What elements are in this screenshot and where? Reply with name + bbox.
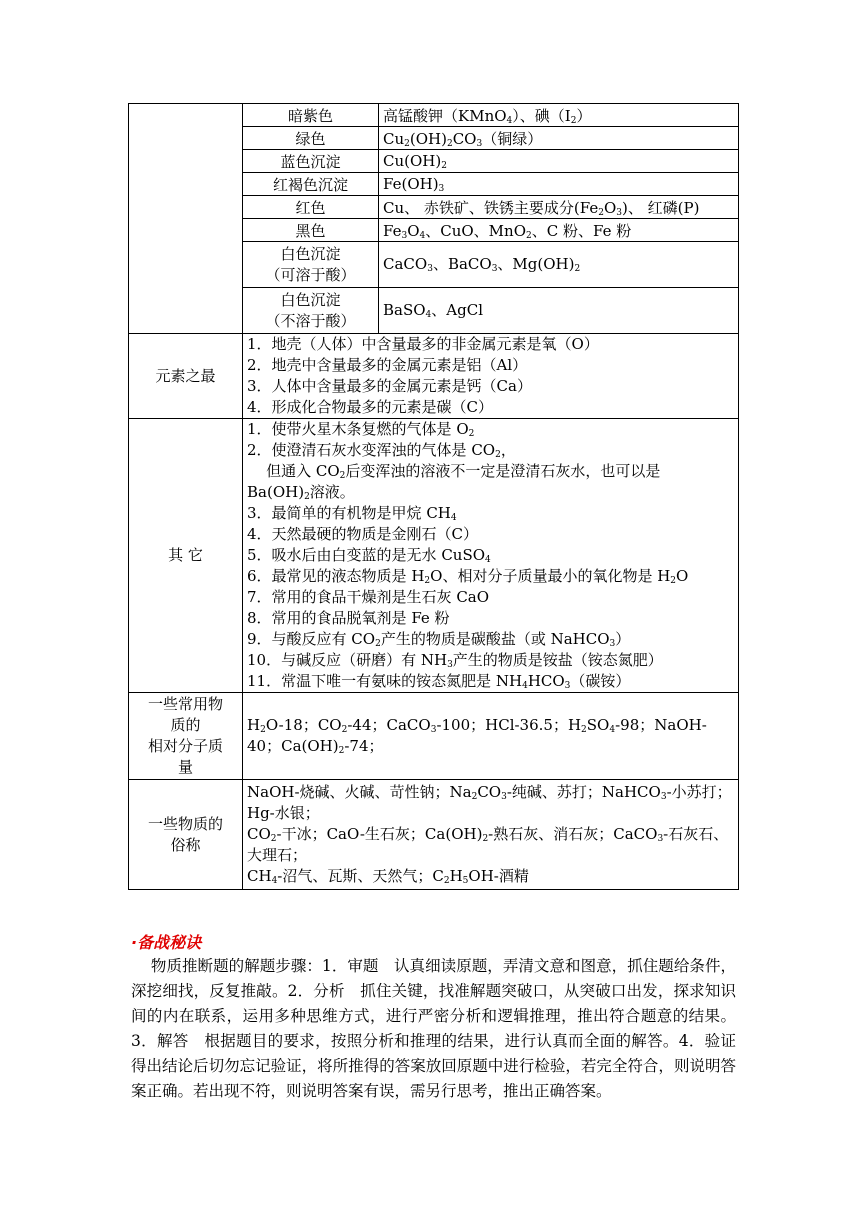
color-category-cell: [129, 104, 243, 334]
color-name: 暗紫色: [243, 104, 379, 127]
color-items: $Cu_2(OH)_2CO_3$（铜绿）: [379, 127, 739, 150]
molar-mass-content: $H_2O-18$；$CO_2-44$；CaCO$_3$-100；HCl-36.5；$H_2SO_4-98$；NaOH-40；$Ca(OH)_2-74$；: [243, 693, 739, 780]
list-item: 7．常用的食品干燥剂是生石灰 CaO: [247, 588, 490, 606]
list-item: NaOH-烧碱、火碱、苛性钠；$Na_2CO_3-$纯碱、苏打；NaHCO$_3$-小苏打；Hg-水银；: [247, 783, 732, 822]
list-item: 5．吸水后由白变蓝的是无水 CuSO$_4$: [247, 546, 491, 565]
common-names-title: 一些物质的 俗称: [129, 780, 243, 890]
color-items: Cu、 赤铁矿、铁锈主要成分$(Fe_2O_3)$、 红磷(P): [379, 196, 739, 219]
list-item: $Ba(OH)_2$溶液。: [247, 483, 355, 502]
list-item: 1．使带火星木条复燃的气体是 $O_2$: [247, 420, 475, 439]
others-title: 其 它: [129, 419, 243, 693]
color-row: [129, 104, 739, 127]
list-item: 8．常用的食品脱氧剂是 Fe 粉: [247, 609, 450, 627]
list-item: 3．最简单的有机物是甲烷 $CH_4$: [247, 504, 457, 523]
others-content: [243, 419, 739, 693]
list-item: 3．人体中含量最多的金属元素是钙（Ca）: [247, 377, 532, 395]
list-item: $CH_4-$沼气、瓦斯、天然气；$C_2H_5OH-$酒精: [247, 867, 529, 886]
chemistry-summary-table: [128, 103, 739, 890]
common-names-content: [243, 780, 739, 890]
color-items: $Fe_3O_4$、CuO、MnO$_2$、C 粉、Fe 粉: [379, 219, 739, 242]
color-name: 绿色: [243, 127, 379, 150]
color-items: 高锰酸钾（KMnO$_4$）、碘$(I_2)$: [379, 104, 739, 127]
color-name: 红色: [243, 196, 379, 219]
list-item: 4．形成化合物最多的元素是碳（C）: [247, 398, 494, 416]
list-item: 10．与碱反应（研磨）有 $NH_3$产生的物质是铵盐（铵态氮肥）: [247, 651, 663, 670]
color-items: $Fe(OH)_3$: [379, 173, 739, 196]
list-item: 1．地壳（人体）中含量最多的非金属元素是氧（O）: [247, 335, 599, 353]
molar-mass-row: [129, 693, 739, 780]
elements-most-row: [129, 334, 739, 419]
color-name: 蓝色沉淀: [243, 150, 379, 173]
common-names-row: [129, 780, 739, 890]
elements-most-content: [243, 334, 739, 419]
color-name: 白色沉淀 （不溶于酸）: [243, 288, 379, 334]
color-items: $Cu(OH)_2$: [379, 150, 739, 173]
list-item: $CO_2-$干冰；CaO-生石灰；$Ca(OH)_2-$熟石灰、消石灰；CaCO$_3$-石灰石、大理石；: [247, 825, 729, 864]
list-item: 9．与酸反应有 $CO_2$产生的物质是碳酸盐（或 NaHCO$_3$）: [247, 630, 631, 649]
molar-mass-title: 一些常用物 质的 相对分子质 量: [129, 693, 243, 780]
color-items: BaSO$_4$、AgCl: [379, 288, 739, 334]
color-items: CaCO$_3$、BaCO$_3$、$Mg(OH)_2$: [379, 242, 739, 288]
color-name: 黑色: [243, 219, 379, 242]
others-row: [129, 419, 739, 693]
list-item: 2．使澄清石灰水变浑浊的气体是 $CO_2$，: [247, 441, 516, 460]
list-item: 但通入 $CO_2$后变浑浊的溶液不一定是澄清石灰水，也可以是: [247, 462, 661, 481]
list-item: 4．天然最硬的物质是金刚石（C）: [247, 525, 479, 543]
list-item: 11．常温下唯一有氨味的铵态氮肥是 $NH_4HCO_3$（碳铵）: [247, 672, 631, 691]
list-item: 2．地壳中含量最多的金属元素是铝（Al）: [247, 356, 528, 374]
tips-paragraph: 物质推断题的解题步骤：1．审题 认真细读原题，弄清文意和图意，抓住题给条件，深挖细找，反复推敲。2．分析 抓住关键，找准解题突破口，从突破口出发，探求知识间的内在联系，运用多种思维方式，进行严密分析和逻辑推理，推出符合题意的结果。3．解答 根据题目的要求，按照分析和推理的结果，进行认真而全面的解答。4．验证 得出结论后切勿忘记验证，将所推得的答案放回原题中进行检验，若完全符合，则说明答案正确。若出现不符，则说明答案有误，需另行思考，推出正确答案。: [131, 957, 752, 1100]
list-item: 6．最常见的液态物质是 $H_2O$、相对分子质量最小的氧化物是 $H_2O$: [247, 567, 689, 586]
color-name: 红褐色沉淀: [243, 173, 379, 196]
color-name: 白色沉淀 （可溶于酸）: [243, 242, 379, 288]
elements-most-title: 元素之最: [129, 334, 243, 419]
tips-heading: ·备战秘诀: [131, 933, 202, 952]
